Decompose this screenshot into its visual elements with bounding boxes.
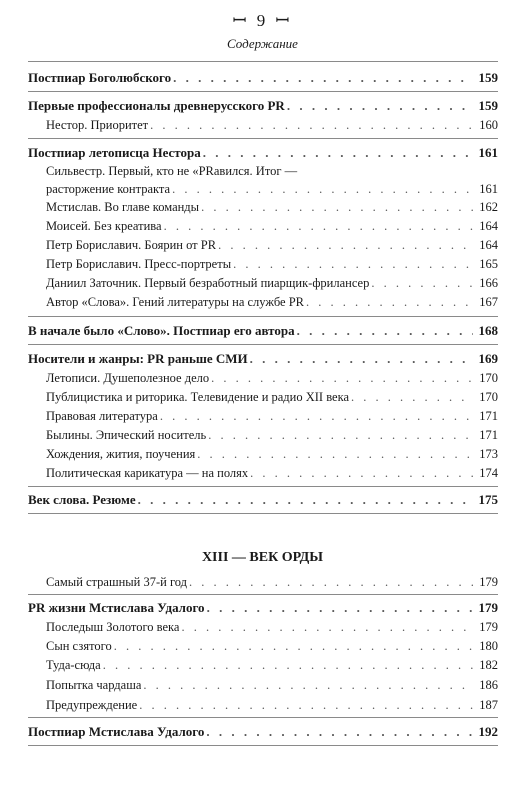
toc-entry-page: 173: [479, 447, 498, 461]
dot-leader: [233, 255, 473, 273]
dot-leader: [189, 573, 473, 591]
dot-leader: [351, 388, 473, 406]
dot-leader: [306, 293, 473, 311]
toc-entry-page: 171: [479, 409, 498, 423]
rule-divider: [28, 513, 498, 514]
dot-leader: [197, 445, 473, 463]
toc-entry-page: 182: [479, 658, 498, 672]
dot-leader: [207, 599, 473, 617]
dot-leader: [211, 369, 473, 387]
toc-entry-title: Петр Бориславич. Пресс-портреты: [46, 257, 232, 271]
toc-entry-page: 165: [479, 257, 498, 271]
toc-entry-page: 179: [478, 600, 498, 615]
rule-divider: [28, 717, 498, 718]
toc-entry-page: 164: [479, 219, 498, 233]
dot-leader: [143, 676, 473, 694]
toc-entry-title: Автор «Слова». Гений литературы на службе PR: [46, 295, 305, 309]
toc-entry-title: Хождения, жития, поучения: [46, 447, 196, 461]
toc-entry-page: 159: [478, 70, 498, 85]
running-head: Содержание: [227, 36, 298, 51]
toc-entry-title: Даниил Заточник. Первый безработный пиарщик-фрилансер: [46, 276, 370, 290]
toc-entry-title-line1: Сильвестр. Первый, кто не «PRавился. Итог —: [46, 164, 298, 178]
rule-divider: [28, 91, 498, 92]
toc-entry-page: 179: [479, 620, 498, 634]
dot-leader: [139, 696, 473, 714]
dot-leader: [371, 274, 473, 292]
toc-entry-page: 160: [479, 118, 498, 132]
dot-leader: [114, 637, 474, 655]
dot-leader: [160, 407, 473, 425]
dot-leader: [173, 69, 472, 87]
toc-entry-title: PR жизни Мстислава Удалого: [28, 600, 205, 615]
rule-divider: [28, 138, 498, 139]
rule-divider: [28, 486, 498, 487]
toc-entry-title: Мстислав. Во главе команды: [46, 200, 200, 214]
toc-entry-title: Постпиар летописца Нестора: [28, 145, 201, 160]
toc-entry-page: 169: [478, 351, 498, 366]
dot-leader: [201, 198, 473, 216]
toc-entry-title: Былины. Эпический носитель: [46, 428, 207, 442]
toc-entry-title: Нестор. Приоритет: [46, 118, 149, 132]
toc-entry-page: 164: [479, 238, 498, 252]
dot-leader: [250, 350, 473, 368]
dot-leader: [250, 464, 473, 482]
toc-entry-page: 170: [479, 371, 498, 385]
toc-entry-page: 167: [479, 295, 498, 309]
toc-entry-title: Петр Бориславич. Боярин от PR: [46, 238, 217, 252]
dot-leader: [103, 656, 474, 674]
rule-divider: [28, 594, 498, 595]
toc-entry-page: 186: [479, 678, 498, 692]
toc-entry-page: 170: [479, 390, 498, 404]
dot-leader: [218, 236, 473, 254]
toc-entry-page: 162: [479, 200, 498, 214]
dot-leader: [164, 217, 474, 235]
rule-bottom: [28, 745, 498, 746]
rule-top: [28, 61, 498, 62]
dot-leader: [203, 144, 473, 162]
toc-entry-page: 168: [478, 323, 498, 338]
dot-leader: [150, 116, 473, 134]
toc-entry-title: Предупреждение: [46, 698, 138, 712]
dot-leader: [208, 426, 473, 444]
toc-entry-title: Последыш Золотого века: [46, 620, 180, 634]
toc-entry-page: 175: [478, 492, 498, 507]
toc-entry-page: 166: [479, 276, 498, 290]
toc-entry-title: Туда-сюда: [46, 658, 101, 672]
dot-leader: [287, 97, 473, 115]
toc-entry-title: Постпиар Боголюбского: [28, 70, 172, 85]
dot-leader: [138, 491, 473, 509]
section-heading: XIII — ВЕК ОРДЫ: [201, 550, 324, 565]
toc-entry-page: 180: [479, 639, 498, 653]
toc-entry-title: Политическая карикатура — на полях: [46, 466, 249, 480]
rule-divider: [28, 316, 498, 317]
dot-leader: [181, 618, 473, 636]
toc-entry-page: 161: [479, 182, 498, 196]
toc-entry-title: В начале было «Слово». Постпиар его автора: [28, 323, 295, 338]
toc-entry-title: Самый страшный 37-й год: [46, 575, 188, 589]
page-number: ꟷ 9 ꟷ: [232, 11, 293, 30]
toc-entry-page: 161: [478, 145, 498, 160]
toc-entry-title: Век слова. Резюме: [28, 492, 136, 507]
toc-entry-title: Постпиар Мстислава Удалого: [28, 724, 205, 739]
toc-entry-title: Моисей. Без креатива: [46, 219, 162, 233]
dot-leader: [297, 322, 473, 340]
toc-entry-page: 159: [478, 98, 498, 113]
dot-leader: [172, 180, 473, 198]
toc-entry-page: 171: [479, 428, 498, 442]
toc-entry-page: 179: [479, 575, 498, 589]
toc-entry-title: Первые профессионалы древнерусского PR: [28, 98, 285, 113]
toc-entry-title: Публицистика и риторика. Телевидение и радио XII века: [46, 390, 350, 404]
toc-entry-page: 174: [479, 466, 498, 480]
toc-entry-title: Попытка чардаша: [46, 678, 142, 692]
toc-entry-page: 192: [478, 724, 498, 739]
toc-entry-title: Сын сзятого: [46, 639, 112, 653]
toc-entry-title-line2: расторжение контракта: [46, 182, 171, 196]
toc-entry-page: 187: [479, 698, 498, 712]
dot-leader: [206, 723, 472, 741]
toc-entry-title: Правовая литература: [46, 409, 158, 423]
rule-divider: [28, 344, 498, 345]
toc-entry-title: Летописи. Душеполезное дело: [46, 371, 210, 385]
toc-entry-title: Носители и жанры: PR раньше СМИ: [28, 351, 248, 366]
